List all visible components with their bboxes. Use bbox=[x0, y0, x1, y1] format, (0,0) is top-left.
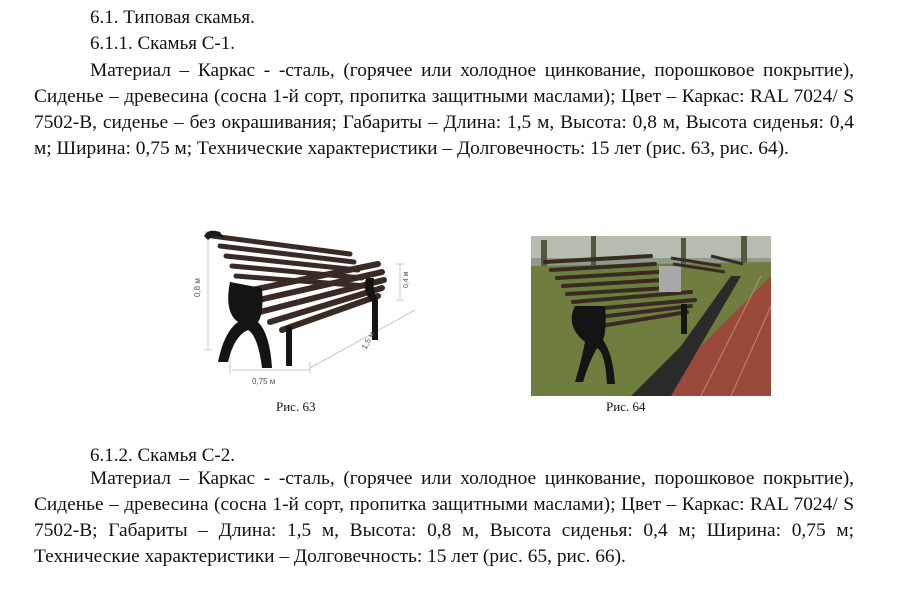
dim-height-label: 0,8 м bbox=[193, 278, 202, 297]
bench-c2-heading: 6.1.2. Скамья С-2. bbox=[90, 445, 235, 466]
bench-c2-description: Материал – Каркас - -сталь, (горячее или холодное цинкование, порошковое покрытие), Сиденье – древесина (сосна 1-й сорт, пропитка защитными маслами); Цвет – Каркас: RAL 7024/ S 7502-B; Габариты – Длина: 1,5 м, Высота: 0,8 м, Высота сиденья: 0,4 м; Ширина: 0,75 м; Технические характеристики – Долговечность: 15 лет (рис. 65, рис. 66). bbox=[34, 468, 854, 567]
dim-width-label: 0,75 м bbox=[252, 377, 276, 386]
dim-length-label: 1,5 м bbox=[359, 330, 377, 351]
section-heading: 6.1. Типовая скамья. bbox=[90, 7, 255, 28]
bench-c1-description: Материал – Каркас - -сталь, (горячее или холодное цинкование, порошковое покрытие), Сиденье – древесина (сосна 1-й сорт, пропитка защитными маслами); Цвет – Каркас: RAL 7024/ S 7502-B, сиденье – без окрашивания; Габариты – Длина: 1,5 м, Высота: 0,8 м, Высота сиденья: 0,4 м; Ширина: 0,75 м; Технические характеристики – Долговечность: 15 лет (рис. 63, рис. 64). bbox=[34, 60, 854, 159]
figure-63-caption: Рис. 63 bbox=[276, 399, 316, 414]
figure-64-photo bbox=[531, 236, 771, 396]
figure-63-bench-diagram bbox=[190, 222, 420, 392]
park-bench-photo bbox=[531, 236, 771, 396]
figure-64-caption: Рис. 64 bbox=[606, 399, 646, 414]
bench-c1-heading: 6.1.1. Скамья С-1. bbox=[90, 33, 235, 54]
dim-seat-height-label: 0,4 м bbox=[403, 271, 410, 288]
